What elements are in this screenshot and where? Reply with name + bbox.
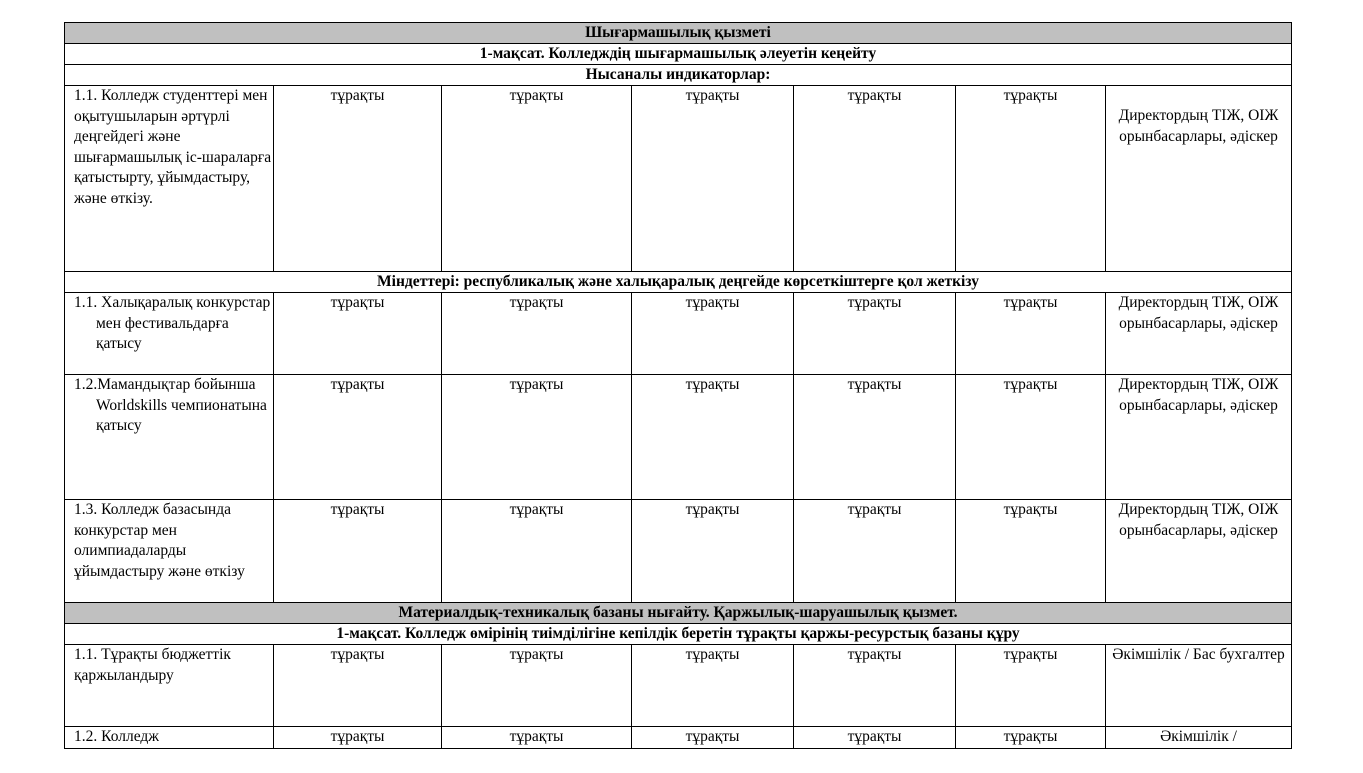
status-cell: тұрақты <box>442 645 632 727</box>
status-cell: тұрақты <box>956 727 1106 749</box>
status-cell: тұрақты <box>442 86 632 272</box>
table-row <box>65 645 1292 727</box>
status-cell: тұрақты <box>442 727 632 749</box>
status-cell: тұрақты <box>442 500 632 603</box>
status-cell: тұрақты <box>794 500 956 603</box>
table-row <box>65 727 1292 749</box>
responsible-cell <box>1106 86 1292 272</box>
status-cell: тұрақты <box>632 375 794 500</box>
status-cell: тұрақты <box>632 500 794 603</box>
status-cell: тұрақты <box>274 86 442 272</box>
status-cell: тұрақты <box>442 375 632 500</box>
row-description: 1.1. Колледж студенттері мен оқытушыларын әртүрлі деңгейдегі және шығармашылық іс-шараларға қатыстырту, ұйымдастыру, және өткізу. <box>65 86 274 272</box>
status-cell: тұрақты <box>956 86 1106 272</box>
responsible-cell: Директордың ТІЖ, ОІЖ орынбасарлары, әдіскер <box>1106 375 1292 500</box>
row-description: 1.2.Мамандықтар бойынша Worldskills чемпионатына қатысу <box>65 375 274 500</box>
status-cell: тұрақты <box>274 500 442 603</box>
status-cell: тұрақты <box>956 293 1106 375</box>
status-cell: тұрақты <box>794 293 956 375</box>
table-row <box>65 86 1292 272</box>
goal-row <box>65 624 1292 645</box>
indicators-row <box>65 65 1292 86</box>
plan-table <box>64 22 1292 749</box>
goal-row <box>65 44 1292 65</box>
tasks-row <box>65 272 1292 293</box>
row-description: 1.1. Халықаралық конкурстар мен фестивальдарға қатысу <box>65 293 274 375</box>
responsible-cell: Директордың ТІЖ, ОІЖ орынбасарлары, әдіскер <box>1106 293 1292 375</box>
status-cell: тұрақты <box>442 293 632 375</box>
tasks-heading: Міндеттері: республикалық және халықаралық деңгейде көрсеткіштерге қол жеткізу <box>65 272 1292 293</box>
row-description: 1.1. Тұрақты бюджеттік қаржыландыру <box>65 645 274 727</box>
status-cell: тұрақты <box>274 727 442 749</box>
section-header-row <box>65 603 1292 624</box>
status-cell: тұрақты <box>794 375 956 500</box>
indicators-heading: Нысаналы индикаторлар: <box>65 65 1292 86</box>
responsible-cell: Әкімшілік / <box>1106 727 1292 749</box>
status-cell: тұрақты <box>956 375 1106 500</box>
status-cell: тұрақты <box>794 645 956 727</box>
responsible-cell: Әкімшілік / Бас бухгалтер <box>1106 645 1292 727</box>
status-cell: тұрақты <box>956 500 1106 603</box>
status-cell: тұрақты <box>274 645 442 727</box>
table-row <box>65 375 1292 500</box>
status-cell: тұрақты <box>632 727 794 749</box>
status-cell: тұрақты <box>274 375 442 500</box>
status-cell: тұрақты <box>956 645 1106 727</box>
responsible-text: Директордың ТІЖ, ОІЖ орынбасарлары, әдіскер <box>1118 107 1279 145</box>
section-header-row <box>65 23 1292 44</box>
responsible-cell: Директордың ТІЖ, ОІЖ орынбасарлары, әдіскер <box>1106 500 1292 603</box>
section-title-creative: Шығармашылық қызметі <box>65 23 1292 44</box>
table-row <box>65 293 1292 375</box>
goal-creative: 1-мақсат. Колледждің шығармашылық әлеуетін кеңейту <box>65 44 1292 65</box>
row-description: 1.2. Колледж <box>65 727 274 749</box>
status-cell: тұрақты <box>794 727 956 749</box>
status-cell: тұрақты <box>632 293 794 375</box>
row-description: 1.3. Колледж базасында конкурстар мен олимпиадаларды ұйымдастыру және өткізу <box>65 500 274 603</box>
status-cell: тұрақты <box>632 645 794 727</box>
status-cell: тұрақты <box>632 86 794 272</box>
status-cell: тұрақты <box>274 293 442 375</box>
goal-material: 1-мақсат. Колледж өмірінің тиімділігіне кепілдік беретін тұрақты қаржы-ресурстық базаны құру <box>65 624 1292 645</box>
section-title-material: Материалдық-техникалық базаны нығайту. Қаржылық-шаруашылық қызмет. <box>65 603 1292 624</box>
table-row <box>65 500 1292 603</box>
status-cell: тұрақты <box>794 86 956 272</box>
